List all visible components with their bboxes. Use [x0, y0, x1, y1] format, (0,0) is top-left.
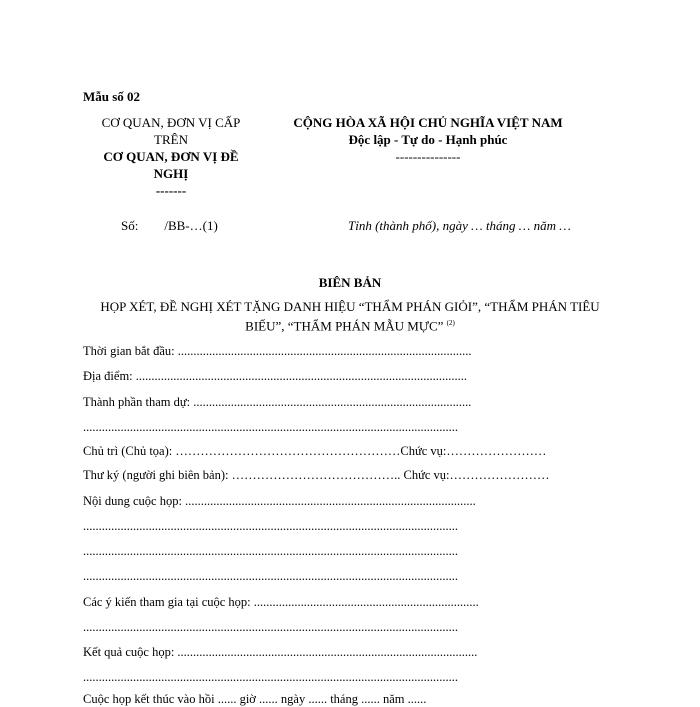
field-start-time: Thời gian bắt đầu: ..............................................................................................: [83, 344, 472, 358]
proposing-agency-line-2: NGHỊ: [153, 166, 189, 181]
field-location: Địa điểm: ..........................................................................................................: [83, 369, 468, 383]
document-number-suffix: /BB-…(1): [164, 218, 218, 233]
field-secretary: Thư ký (người ghi biên bản): ………………………………….. Chức vụ:……………………: [83, 468, 550, 482]
parent-agency-line-2: TRÊN: [154, 132, 188, 147]
subtitle-footnote-marker: (2): [446, 319, 455, 327]
motto-divider: ---------------: [395, 149, 461, 164]
field-meeting-content-line-2: ........................................................................................................................: [83, 519, 458, 533]
field-participants-continued: ........................................................................................................................: [83, 420, 458, 434]
national-header-block: [268, 114, 588, 165]
issuing-agency-block: [86, 114, 256, 199]
field-opinions: Các ý kiến tham gia tại cuộc họp: ........................................................................: [83, 595, 479, 609]
field-opinions-continued: ........................................................................................................................: [83, 620, 458, 634]
subtitle-line-2: BIỂU”, “THẨM PHÁN MẪU MỰC”: [245, 318, 444, 334]
national-motto: Độc lập - Tự do - Hạnh phúc: [348, 132, 508, 147]
document-subtitle: [80, 299, 620, 334]
field-chairperson: Chủ trì (Chủ tọa): ………………………………………………Chức vụ:……………………: [83, 444, 547, 458]
field-meeting-content: Nội dung cuộc họp: .............................................................................................: [83, 494, 476, 508]
agency-divider: -------: [155, 183, 187, 198]
place-date-line: Tỉnh (thành phố), ngày … tháng … năm …: [348, 218, 571, 233]
field-meeting-content-line-3: ........................................................................................................................: [83, 544, 458, 558]
proposing-agency-line-1: CƠ QUAN, ĐƠN VỊ ĐỀ: [103, 149, 239, 164]
parent-agency-line-1: CƠ QUAN, ĐƠN VỊ CẤP: [101, 115, 241, 130]
field-meeting-end-time: Cuộc họp kết thúc vào hồi ...... giờ ...... ngày ...... tháng ...... năm ......: [83, 692, 427, 706]
field-meeting-result: Kết quả cuộc họp: ................................................................................................: [83, 645, 478, 659]
document-number-prefix: Số:: [121, 218, 139, 233]
field-meeting-result-continued: ........................................................................................................................: [83, 670, 458, 684]
subtitle-line-1: HỌP XÉT, ĐỀ NGHỊ XÉT TẶNG DANH HIỆU “THẨM PHÁN GIỎI”, “THẨM PHÁN TIÊU: [100, 299, 600, 314]
country-name: CỘNG HÒA XÃ HỘI CHỦ NGHĨA VIỆT NAM: [293, 115, 563, 130]
document-number: [121, 218, 218, 234]
field-meeting-content-line-4: ........................................................................................................................: [83, 569, 458, 583]
form-number: Mẫu số 02: [83, 89, 141, 104]
field-participants: Thành phần tham dự: .........................................................................................: [83, 395, 472, 409]
document-title: BIÊN BẢN: [318, 275, 382, 290]
